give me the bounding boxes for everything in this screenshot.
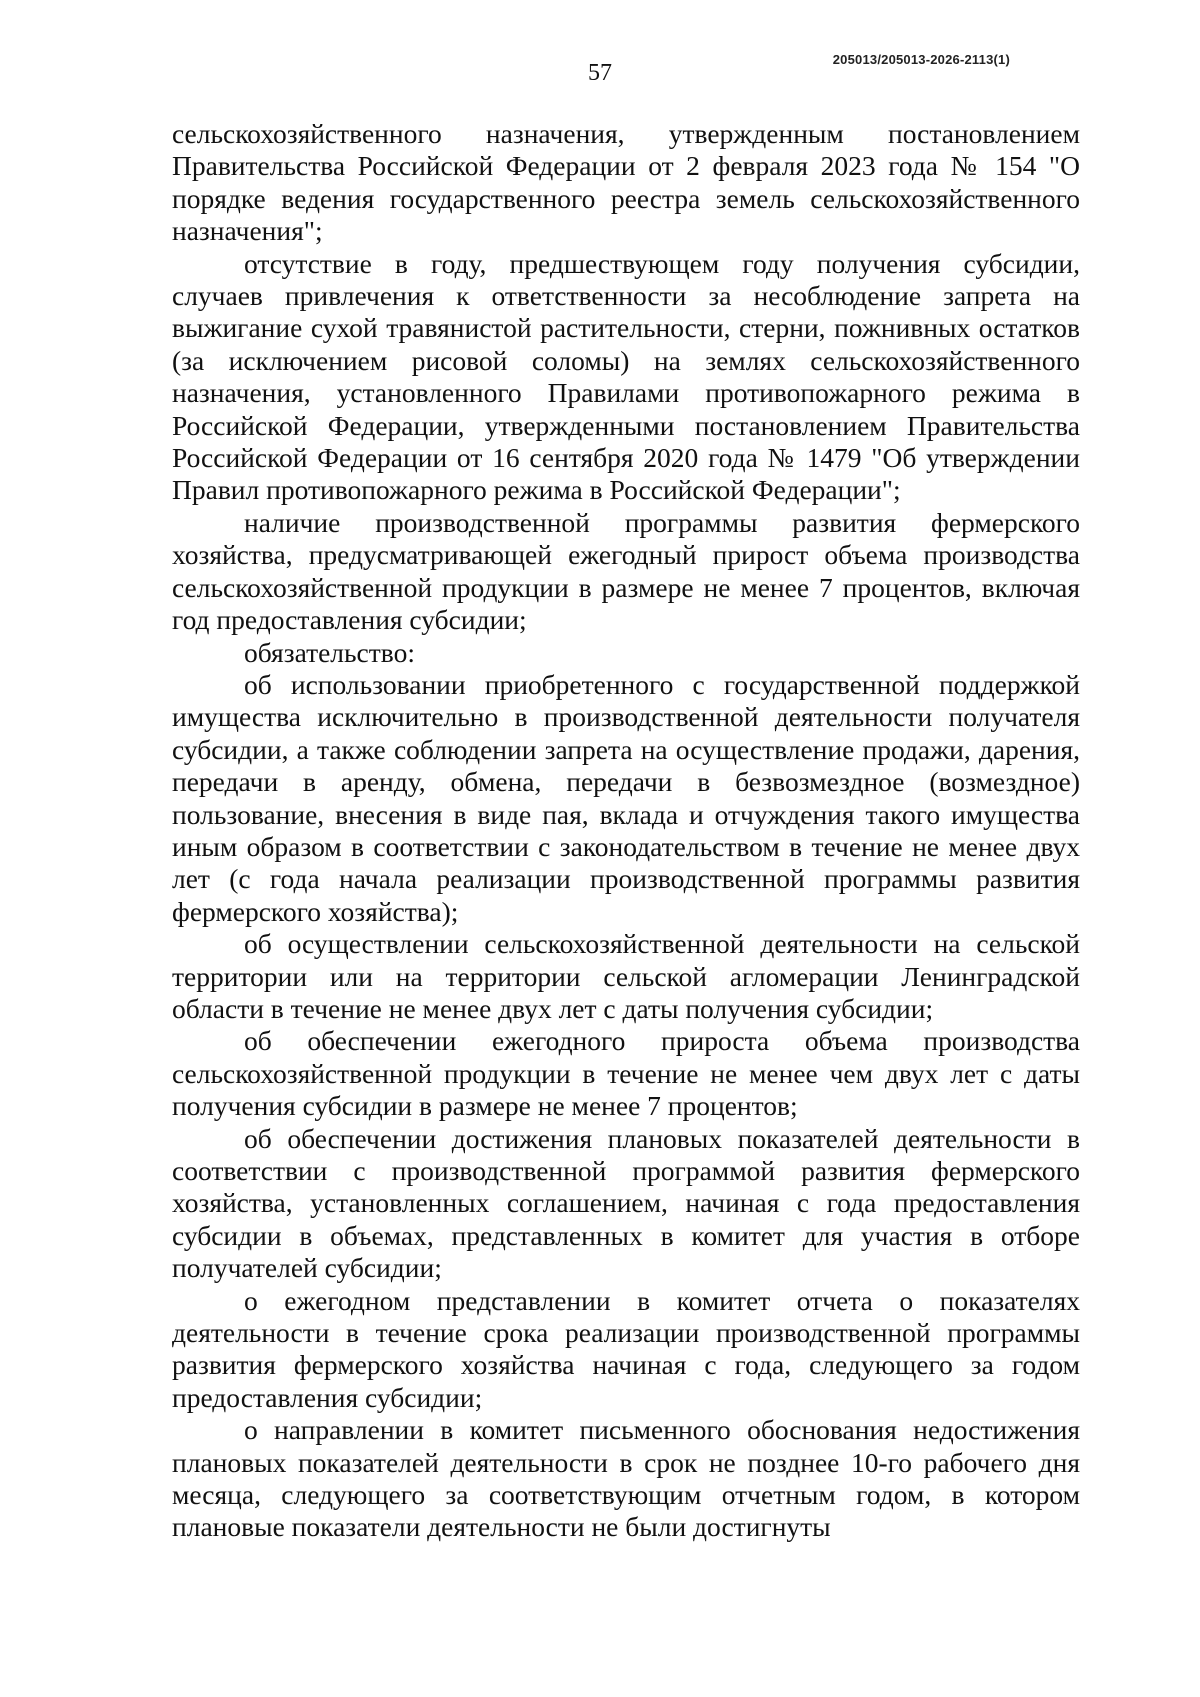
paragraph-property-use: об использовании приобретенного с государственной поддержкой имущества исключительно в производственной деятельности получателя субсидии, а также соблюдении запрета на осуществление продажи, дарения, передачи в аренду, обмена, передачи в безвозмездное (возмездное) пользование, внесения в виде пая, вклада и отчуждения такого имущества иным образом в соответствии с законодательством в течение не менее двух лет (с года начала реализации производственной программы развития фермерского хозяйства); bbox=[172, 668, 1080, 927]
document-registration-number: 205013/205013-2026-2113(1) bbox=[832, 52, 1010, 67]
paragraph-no-fire-violations: отсутствие в году, предшествующем году получения субсидии, случаев привлечения к ответственности за несоблюдение запрета на выжигание сухой травянистой растительности, стерни, пожнивных остатков (за исключением рисовой соломы) на землях сельскохозяйственного назначения, установленного Правилами противопожарного режима в Российской Федерации, утвержденными постановлением Правительства Российской Федерации от 16 сентября 2020 года № 1479 "Об утверждении Правил противопожарного режима в Российской Федерации"; bbox=[172, 247, 1080, 506]
paragraph-written-justification: о направлении в комитет письменного обоснования недостижения плановых показателей деятельности в срок не позднее 10-го рабочего дня месяца, следующего за соответствующим отчетным годом, в котором плановые показатели деятельности не были достигнуты bbox=[172, 1414, 1080, 1543]
paragraph-obligation-heading: обязательство: bbox=[244, 636, 415, 668]
document-body bbox=[172, 118, 1080, 1544]
paragraph-annual-report: о ежегодном представлении в комитет отчета о показателях деятельности в течение срока реализации производственной программы развития фермерского хозяйства начиная с года, следующего за годом предоставления субсидии; bbox=[172, 1284, 1080, 1413]
paragraph-production-program: наличие производственной программы развития фермерского хозяйства, предусматривающей ежегодный прирост объема производства сельскохозяйственной продукции в размере не менее 7 процентов, включая год предоставления субсидии; bbox=[172, 506, 1080, 636]
page-number: 57 bbox=[588, 60, 612, 86]
paragraph-rural-activity: об осуществлении сельскохозяйственной деятельности на сельской территории или на территории сельской агломерации Ленинградской области в течение не менее двух лет с даты получения субсидии; bbox=[172, 928, 1080, 1024]
paragraph-planned-indicators: об обеспечении достижения плановых показателей деятельности в соответствии с производственной программой развития фермерского хозяйства, установленных соглашением, начиная с года предоставления субсидии в объемах, представленных в комитет для участия в отборе получателей субсидии; bbox=[172, 1122, 1080, 1284]
paragraph-continuation: сельскохозяйственного назначения, утвержденным постановлением Правительства Российской Федерации от 2 февраля 2023 года № 154 "О порядке ведения государственного реестра земель сельскохозяйственного назначения"; bbox=[172, 118, 1080, 247]
paragraph-production-growth: об обеспечении ежегодного прироста объема производства сельскохозяйственной продукции в течение не менее чем двух лет с даты получения субсидии в размере не менее 7 процентов; bbox=[172, 1025, 1080, 1122]
